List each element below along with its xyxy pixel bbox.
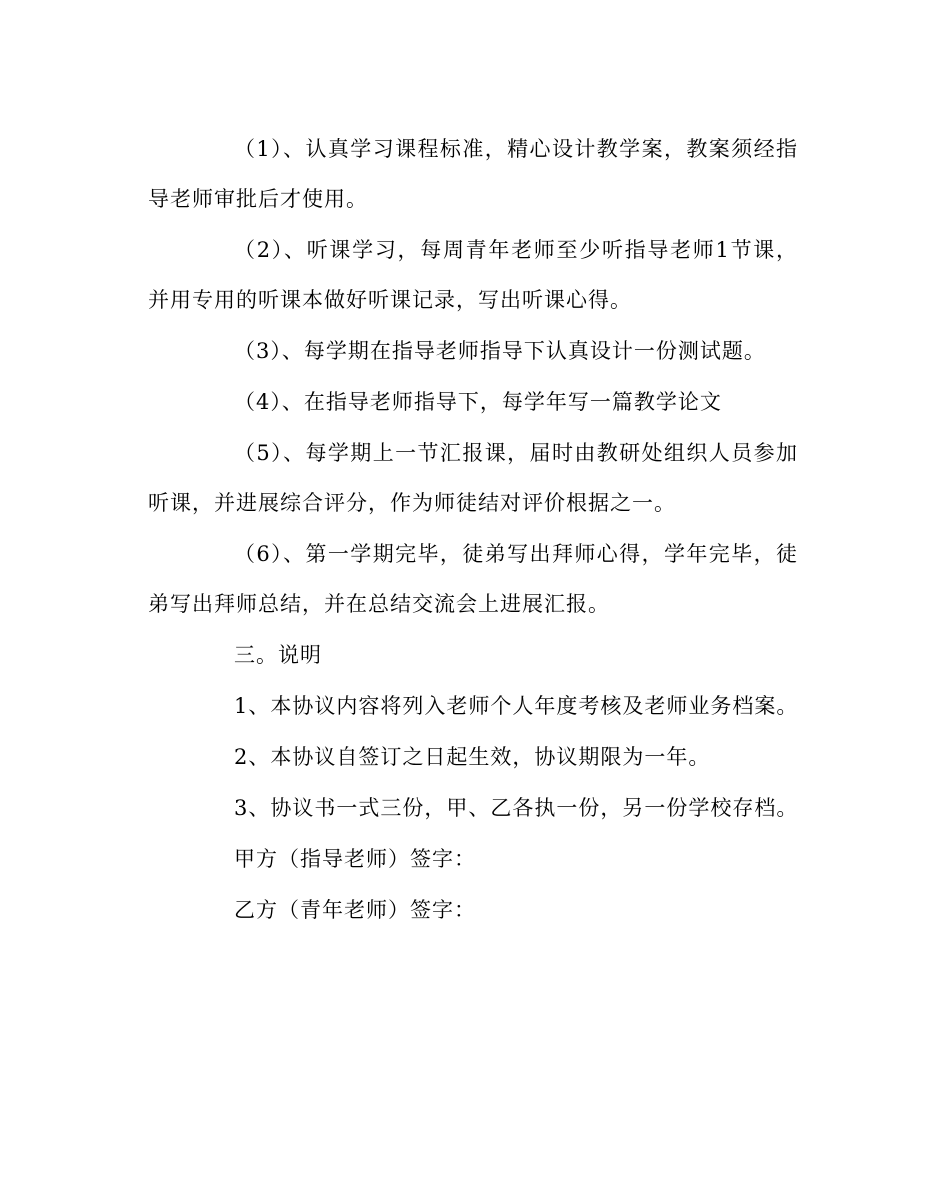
signature-party-b: 乙方（青年老师）签字： xyxy=(234,898,476,922)
document-body xyxy=(148,124,798,936)
note-item-1: 1、本协议内容将列入老师个人年度考核及老师业务档案。 xyxy=(234,694,799,718)
requirement-item-1: （1）、认真学习课程标准，精心设计教学案，教案须经指导老师审批后才使用。 xyxy=(148,137,798,211)
requirement-item-3: （3）、每学期在指导老师指导下认真设计一份测试题。 xyxy=(234,339,766,363)
note-item-3: 3、协议书一式三份，甲、乙各执一份，另一份学校存档。 xyxy=(234,796,799,820)
requirement-item-6: （6）、第一学期完毕，徒弟写出拜师心得，学年完毕，徒弟写出拜师总结，并在总结交流会上进展汇报。 xyxy=(148,542,798,616)
note-item-2: 2、本协议自签订之日起生效，协议期限为一年。 xyxy=(234,745,711,769)
requirement-item-5: （5）、每学期上一节汇报课，届时由教研处组织人员参加听课，并进展综合评分，作为师徒结对评价根据之一。 xyxy=(148,441,798,515)
requirement-item-4: （4）、在指导老师指导下，每学年写一篇教学论文 xyxy=(234,390,722,414)
requirement-item-2: （2）、听课学习，每周青年老师至少听指导老师1节课，并用专用的听课本做好听课记录，写出听课心得。 xyxy=(148,238,798,312)
signature-party-a: 甲方（指导老师）签字： xyxy=(234,847,476,871)
section-heading: 三。说明 xyxy=(234,643,322,667)
